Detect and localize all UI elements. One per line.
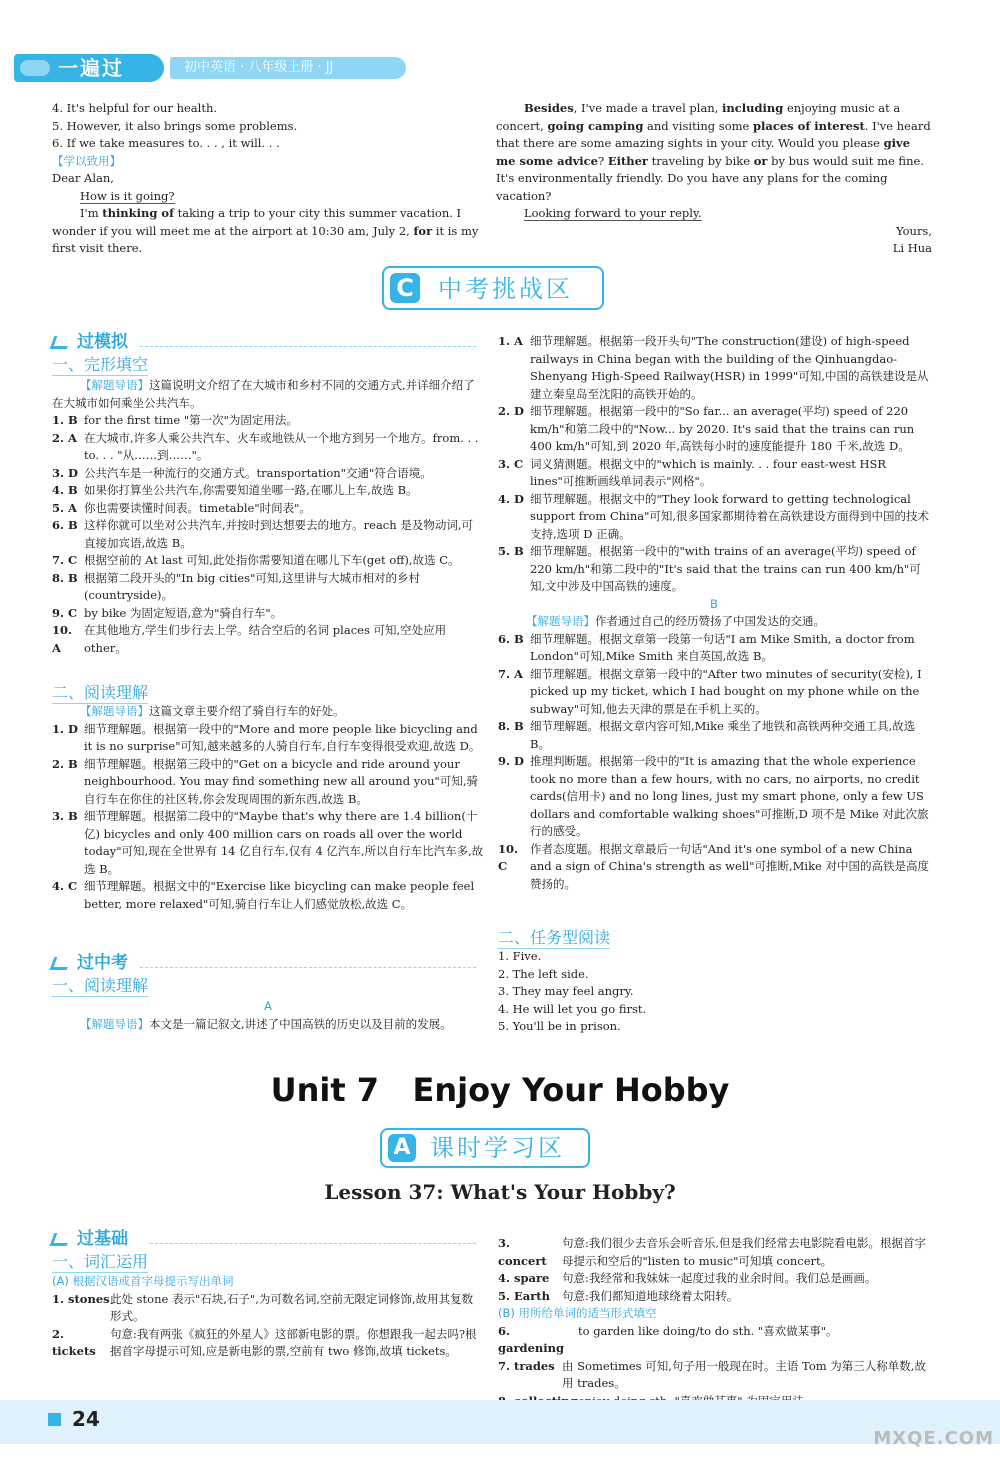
letter-line-2: How is it going? <box>80 188 175 203</box>
answer-item: 3. C 词义猜测题。根据文中的"which is mainly. . . four east-west HSR lines"可推断画线单词表示"网格"。 <box>498 456 887 488</box>
sentence-6: 6. If we take measures to. . . , it will. . . <box>52 136 280 150</box>
answer-item: 5. B 细节理解题。根据第一段中的"with trains of an average(平均) speed of 220 km/h"和第二段中的"It's said that the trains can run 400 km/h"可知,文中涉及中国高铁的速度。 <box>498 544 921 593</box>
answer-item: 2. tickets 句意:我有两张《疯狂的外星人》这部新电影的票。你想跟我一起去吗?根据首字母提示可知,应是新电影的票,空前有 two 修饰,故填 tickets。 <box>52 1326 477 1358</box>
vocab-answers-right <box>498 1235 930 1410</box>
answer-item: 4. spare 句意:我经常和我妹妹一起度过我的业余时间。我们总是画画。 <box>498 1271 877 1285</box>
section-a-title: 课时学习区 <box>430 1134 565 1162</box>
page-header <box>14 54 394 82</box>
watermark: MXQE.COM <box>873 1428 994 1449</box>
letter-sign-yours: Yours, <box>896 223 932 238</box>
reading-guide: 【解题导语】这篇文章主要介绍了骑自行车的好处。 <box>80 704 345 718</box>
vocab-answers <box>52 1273 484 1361</box>
tick-icon <box>50 336 72 349</box>
task-answer: 2. The left side. <box>498 966 589 981</box>
tick-icon <box>50 1233 72 1246</box>
task-answer: 4. He will let you go first. <box>498 1001 647 1016</box>
letter-para-2: Besides, I've made a travel plan, including enjoying music at a concert, going camping and visiting some places of interest. I've heard that there are some amazing sights in your city. Would you please give me some advice? Either traveling by bike or by bus would suit me fine. It's environmentally friendly. Do you have any plans for the coming vacation? <box>496 101 931 203</box>
divider <box>140 346 476 347</box>
apply-tag: 【学以致用】 <box>52 153 121 168</box>
answer-item: 9. C by bike 为固定短语,意为"骑自行车"。 <box>52 605 283 620</box>
passage-a-label: A <box>264 999 272 1013</box>
passage-a-answers <box>498 333 930 893</box>
lesson-title: Lesson 37: What's Your Hobby? <box>324 1180 676 1204</box>
task-answer: 3. They may feel angry. <box>498 984 634 998</box>
answer-item: 2. A 在大城市,许多人乘公共汽车、火车或地铁从一个地方到另一个地方。from. . . to. . . "从……到……"。 <box>52 430 479 462</box>
answer-item: 10. A 在其他地方,学生们步行去上学。结合空后的名词 places 可知,空处应用 other。 <box>52 623 447 655</box>
heading-reading-2: 一、阅读理解 <box>52 976 149 995</box>
page-number: 24 <box>72 1407 100 1431</box>
answer-item: 5. Earth 句意:我们都知道地球绕着太阳转。 <box>498 1288 739 1303</box>
letter-right-column <box>496 100 932 258</box>
logo-mark-icon <box>20 60 50 76</box>
letter-closing: Looking forward to your reply. <box>524 206 702 220</box>
vocab-sub-a: (A) 根据汉语或首字母提示写出单词 <box>52 1274 234 1288</box>
section-c-title: 中考挑战区 <box>438 275 573 303</box>
task-answers <box>498 948 930 1036</box>
answer-item: 1. A 细节理解题。根据第一段开头句"The construction(建设) of high-speed railways in China began with the building of the Qinhuangdao-Shenyang High-Speed Railway(HSR) in 1999"可知,中国的高铁建设是从建立秦皇岛至沈阳的高铁开始的。 <box>498 334 929 401</box>
letter-sign-name: Li Hua <box>892 241 932 255</box>
answer-item: 1. B for the first time "第一次"为固定用法。 <box>52 413 298 427</box>
divider <box>150 1243 476 1244</box>
answer-item: 3. D 公共汽车是一种流行的交通方式。transportation"交通"符合语境。 <box>52 465 432 480</box>
task-answer: 5. You'll be in prison. <box>498 1019 621 1033</box>
heading-moni: 过模拟 <box>52 331 128 353</box>
passage-b-guide: 【解题导语】作者通过自己的经历赞扬了中国发达的交通。 <box>526 614 825 628</box>
answer-item: 4. D 细节理解题。根据文中的"They look forward to getting technological support from China"可知,很多国家都期待着在高铁建设方面得到中国的技术支持,选项 D 正确。 <box>498 491 930 541</box>
answer-item: 2. B 细节理解题。根据第三段中的"Get on a bicycle and ride around your neighbourhood. You may find something new all around you"可知,骑自行车在你住的社区转,你会发现周围的新东西,故选 B。 <box>52 756 478 806</box>
answer-item: 8. B 细节理解题。根据文章内容可知,Mike 乘坐了地铁和高铁两种交通工具,故选 B。 <box>498 719 916 751</box>
answer-item: 6. gardening to garden like doing/to do sth. "喜欢做某事"。 <box>498 1323 838 1355</box>
letter-left-column <box>52 100 484 258</box>
vocab-sub-b: (B) 用所给单词的适当形式填空 <box>498 1306 657 1320</box>
answer-item: 9. D 推理判断题。根据第一段中的"It is amazing that the whole experience took no more than a few hours, with no cars, no airports, no credit cards(信用卡) and no long lines, just my smart phone, only a few US dollars and comfortable walking shoes"可推断,D 项不是 Mike 对此次旅行的感受。 <box>498 754 929 838</box>
passage-b-label: B <box>710 596 718 611</box>
answer-item: 3. concert 句意:我们很少去音乐会听音乐,但是我们经常去电影院看电影。根据首字母提示和空后的"listen to music"可知填 concert。 <box>498 1236 927 1268</box>
answer-item: 2. D 细节理解题。根据第一段中的"So far... an average(平均) speed of 220 km/h"和第二段中的"Now... by 2020. It's said that the trains can run 400 km/h"可知,到 2020 年,高铁每小时的速度能提升 180 千米,故选 D。 <box>498 404 915 453</box>
tick-icon <box>50 957 72 970</box>
answer-item: 1. D 细节理解题。根据第一段中的"More and more people like bicycling and it is no surprise"可知,越来越多的人骑自行车,自行车变得很受欢迎,故选 D。 <box>52 721 481 753</box>
section-c-banner <box>382 266 604 310</box>
cloze-guide: 【解题导语】这篇说明文介绍了在大城市和乡村不同的交通方式,并详细介绍了在大城市如何乘坐公共汽车。 <box>52 378 475 410</box>
section-a-letter: A <box>388 1134 416 1162</box>
passage-a-guide-text: 【解题导语】本文是一篇记叙文,讲述了中国高铁的历史以及目前的发展。 <box>80 1016 452 1031</box>
cloze-answers <box>52 377 484 657</box>
page-marker-icon <box>48 1413 61 1426</box>
reading-answers <box>52 703 484 913</box>
greeting: Dear Alan, <box>52 171 114 185</box>
heading-cloze: 一、完形填空 <box>52 355 149 374</box>
brand-name: 一遍过 <box>58 56 124 80</box>
task-answer: 1. Five. <box>498 949 542 963</box>
section-c-letter: C <box>390 273 420 303</box>
heading-jichu: 过基础 <box>52 1228 128 1250</box>
answer-item: 1. stones 此处 stone 表示"石块,石子",为可数名词,空前无限定词修饰,故用其复数形式。 <box>52 1291 474 1323</box>
unit-title: Unit 7 Enjoy Your Hobby <box>270 1071 730 1109</box>
answer-item: 4. C 细节理解题。根据文中的"Exercise like bicycling can make people feel better, more relaxed"可知,骑自行车让人们感觉放松,故选 C。 <box>52 879 475 911</box>
heading-vocab: 一、词汇运用 <box>52 1252 149 1271</box>
sentence-4: 4. It's helpful for our health. <box>52 101 218 115</box>
heading-task-reading: 二、任务型阅读 <box>498 928 611 947</box>
answer-item: 7. trades 由 Sometimes 可知,句子用一般现在时。主语 Tom 为第三人称单数,故用 trades。 <box>498 1358 926 1390</box>
letter-para-1: I'm thinking of taking a trip to your city this summer vacation. I wonder if you will meet me at the airport at 10:30 am, July 2, for it is my first visit there. <box>52 206 479 255</box>
footer-bar <box>0 1400 1000 1444</box>
brand-logo <box>14 54 164 82</box>
answer-item: 10. C 作者态度题。根据文章最后一句话"And it's one symbol of a new China and a sign of China's strength as well"可推断,Mike 对中国的高铁是高度赞扬的。 <box>498 841 930 891</box>
answer-item: 6. B 细节理解题。根据文章第一段第一句话"I am Mike Smith, a doctor from London"可知,Mike Smith 来自英国,故选 B。 <box>498 631 915 663</box>
passage-a-guide <box>52 998 484 1033</box>
answer-item: 8. B 根据第二段开头的"In big cities"可知,这里讲与大城市相对的乡村(countryside)。 <box>52 570 421 602</box>
subject-label: 初中英语 · 八年级上册 · JJ <box>170 57 406 79</box>
answer-item: 3. B 细节理解题。根据第二段中的"Maybe that's why there are 1.4 billion(十亿) bicycles and only 400 million cars on roads all over the world today"可知,现在全世界有 14 亿自行车,仅有 4 亿汽车,所以自行车比汽车多,故选 B。 <box>52 809 484 876</box>
answer-item: 7. A 细节理解题。根据文章第一段中的"After two minutes of security(安检), I picked up my ticket, which I had bought on my phone while on the subway"可知,他去天津的票是在手机上买的。 <box>498 666 922 716</box>
section-a-banner <box>380 1128 590 1168</box>
divider <box>140 967 476 968</box>
sentence-5: 5. However, it also brings some problems. <box>52 118 298 133</box>
answer-item: 4. B 如果你打算坐公共汽车,你需要知道坐哪一路,在哪儿上车,故选 B。 <box>52 483 418 497</box>
answer-item: 5. A 你也需要读懂时间表。timetable"时间表"。 <box>52 500 311 515</box>
answer-item: 6. B 这样你就可以坐对公共汽车,并按时到达想要去的地方。reach 是及物动词,可直接加宾语,故选 B。 <box>52 518 473 550</box>
answer-item: 7. C 根据空前的 At last 可知,此处指你需要知道在哪儿下车(get off),故选 C。 <box>52 553 460 567</box>
heading-zhongkao: 过中考 <box>52 952 128 974</box>
heading-reading: 二、阅读理解 <box>52 683 149 702</box>
